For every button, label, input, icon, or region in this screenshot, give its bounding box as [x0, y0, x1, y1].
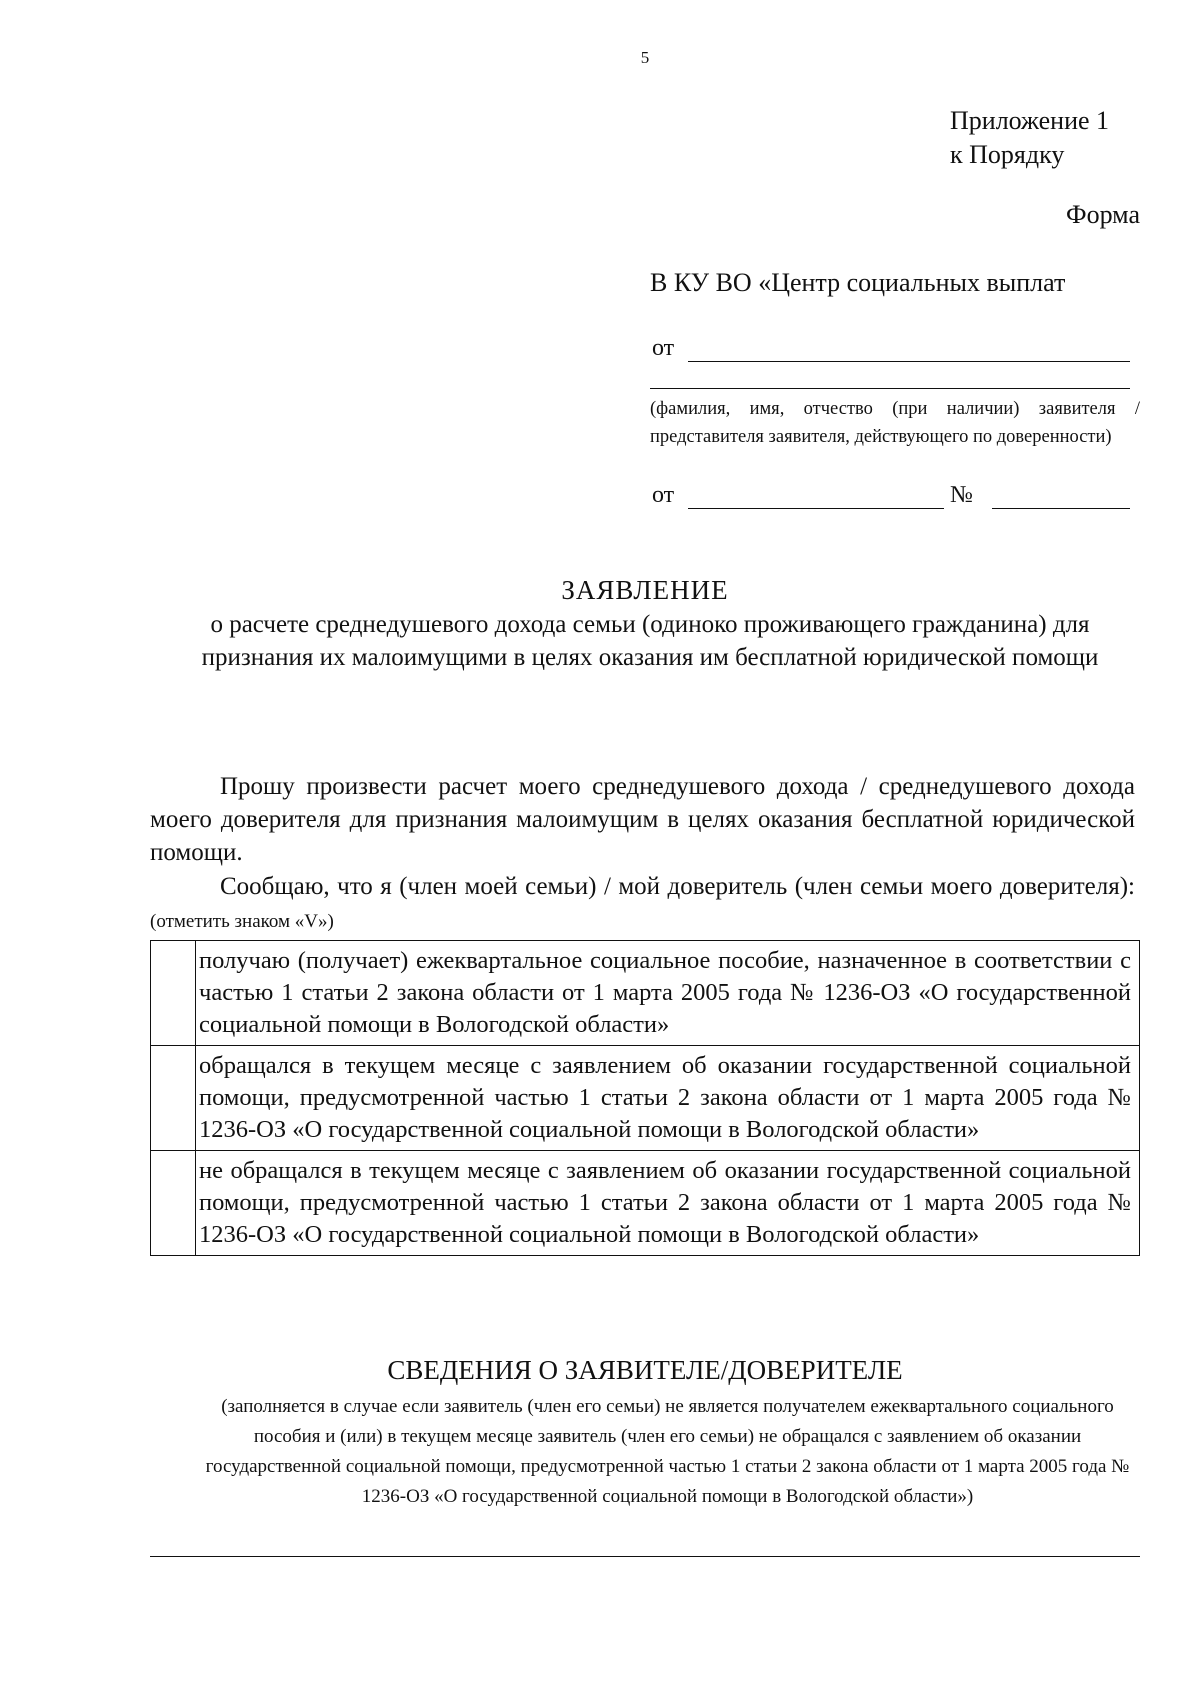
option-checkbox-1[interactable] — [151, 941, 196, 1046]
option-text-3: не обращался в текущем месяце с заявлением об оказании государственной социальной помощи, предусмотренной частью 1 статьи 2 закона области от 1 марта 2005 года № 1236-ОЗ «О государственной социальной помощи в Вологодской области» — [196, 1151, 1140, 1256]
section-note: (заполняется в случае если заявитель (член его семьи) не является получателем ежеквартального социального пособия и (или) в текущем месяце заявитель (член его семьи) не обращался с заявлением об оказании государственной социальной помощи, предусмотренной частью 1 статьи 2 закона области от 1 марта 2005 года № 1236-ОЗ «О государственной социальной помощи в Вологодской области») — [205, 1396, 1130, 1507]
section-title: СВЕДЕНИЯ О ЗАЯВИТЕЛЕ/ДОВЕРИТЕЛЕ — [387, 1355, 903, 1385]
from-field — [652, 335, 1130, 365]
number-blank[interactable] — [992, 508, 1130, 509]
date-blank[interactable] — [688, 508, 944, 509]
applicant-info-blank[interactable] — [150, 1556, 1140, 1557]
options-table — [150, 940, 1140, 1256]
document-subtitle: о расчете среднедушевого дохода семьи (одиноко проживающего гражданина) для признания их малоимущими в целях оказания им бесплатной юридической помощи — [201, 611, 1099, 671]
date-number-field — [652, 482, 1130, 512]
from-label: от — [652, 335, 675, 361]
appendix-line-2: к Порядку — [950, 140, 1065, 169]
option-checkbox-2[interactable] — [151, 1046, 196, 1151]
appendix-reference — [950, 104, 1109, 172]
option-row — [151, 1046, 1140, 1151]
addressee: В КУ ВО «Центр социальных выплат — [650, 268, 1066, 297]
page-number: 5 — [640, 48, 650, 67]
inform-text: Сообщаю, что я (член моей семьи) / мой доверитель (член семьи моего доверителя): — [220, 873, 1135, 900]
request-paragraph: Прошу произвести расчет моего среднедушевого дохода / среднедушевого дохода моего доверителя для признания малоимущим в целях оказания бесплатной юридической помощи. — [150, 773, 1135, 866]
from-name-blank-2[interactable] — [650, 388, 1130, 389]
applicant-hint: (фамилия, имя, отчество (при наличии) заявителя / представителя заявителя, действующего по доверенности) — [650, 399, 1140, 447]
inform-note: (отметить знаком «V») — [150, 911, 334, 932]
option-text-1: получаю (получает) ежеквартальное социальное пособие, назначенное в соответствии с частью 1 статьи 2 закона области от 1 марта 2005 года № 1236-ОЗ «О государственной социальной помощи в Вологодской области» — [196, 941, 1140, 1046]
document-title: ЗАЯВЛЕНИЕ — [561, 575, 729, 605]
inform-paragraph — [150, 870, 1135, 938]
option-row — [151, 1151, 1140, 1256]
date-from-label: от — [652, 482, 675, 508]
option-text-2: обращался в текущем месяце с заявлением об оказании государственной социальной помощи, предусмотренной частью 1 статьи 2 закона области от 1 марта 2005 года № 1236-ОЗ «О государственной социальной помощи в Вологодской области» — [196, 1046, 1140, 1151]
option-row — [151, 941, 1140, 1046]
from-name-blank[interactable] — [688, 361, 1130, 362]
appendix-line-1: Приложение 1 — [950, 106, 1110, 135]
option-checkbox-3[interactable] — [151, 1151, 196, 1256]
form-label: Форма — [1066, 200, 1140, 229]
number-label: № — [950, 482, 973, 508]
